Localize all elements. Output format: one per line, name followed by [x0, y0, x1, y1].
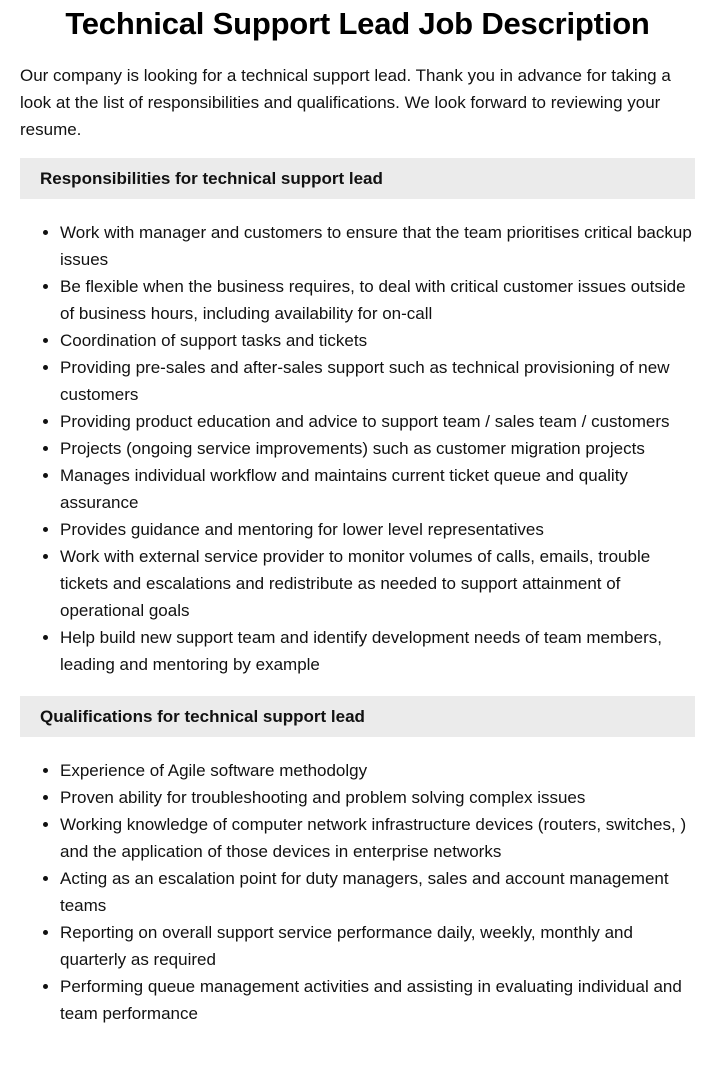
intro-paragraph: Our company is looking for a technical support lead. Thank you in advance for taking a look at the list of responsibilities and qualifications. We look forward to reviewing your resume. [20, 66, 671, 139]
qualifications-heading: Qualifications for technical support lead [20, 696, 695, 737]
list-item: • Help build new support team and identify development needs of team members, leading and mentoring by example [60, 624, 695, 678]
responsibilities-list [20, 219, 695, 678]
list-item: • Provides guidance and mentoring for lower level representatives [60, 516, 695, 543]
list-item: • Coordination of support tasks and tickets [60, 327, 695, 354]
qualifications-list [20, 757, 695, 1027]
job-description [20, 0, 695, 1027]
list-item: • Acting as an escalation point for duty managers, sales and account management teams [60, 865, 695, 919]
list-item: • Providing product education and advice to support team / sales team / customers [60, 408, 695, 435]
list-item: • Performing queue management activities and assisting in evaluating individual and team performance [60, 973, 695, 1027]
list-item: • Work with external service provider to monitor volumes of calls, emails, trouble tickets and escalations and redistribute as needed to support attainment of operational goals [60, 543, 695, 624]
list-item: • Manages individual workflow and maintains current ticket queue and quality assurance [60, 462, 695, 516]
list-item: • Experience of Agile software methodolgy [60, 757, 695, 784]
list-item: • Projects (ongoing service improvements) such as customer migration projects [60, 435, 695, 462]
page-title: Technical Support Lead Job Description [65, 6, 650, 41]
list-item: • Work with manager and customers to ensure that the team prioritises critical backup issues [60, 219, 695, 273]
responsibilities-heading: Responsibilities for technical support lead [20, 158, 695, 199]
list-item: • Be flexible when the business requires, to deal with critical customer issues outside of business hours, including availability for on-call [60, 273, 695, 327]
list-item: • Providing pre-sales and after-sales support such as technical provisioning of new customers [60, 354, 695, 408]
list-item: • Reporting on overall support service performance daily, weekly, monthly and quarterly as required [60, 919, 695, 973]
list-item: • Working knowledge of computer network infrastructure devices (routers, switches, ) and the application of those devices in enterprise networks [60, 811, 695, 865]
list-item: • Proven ability for troubleshooting and problem solving complex issues [60, 784, 695, 811]
